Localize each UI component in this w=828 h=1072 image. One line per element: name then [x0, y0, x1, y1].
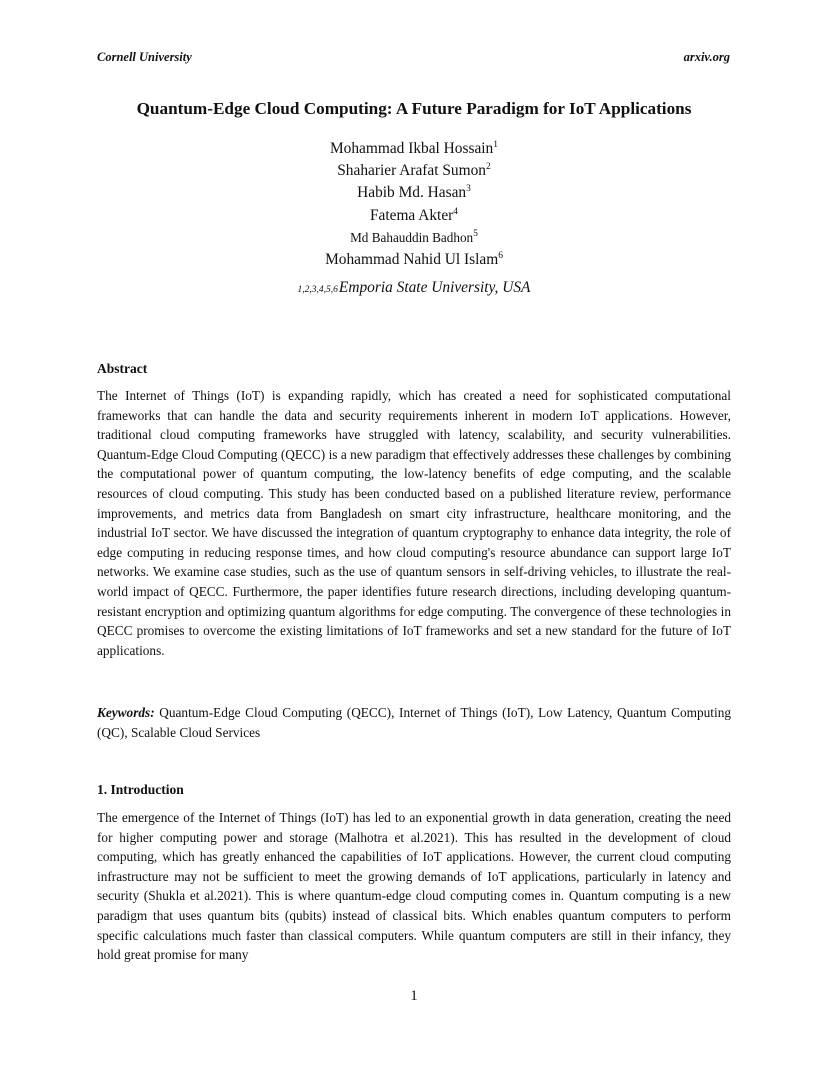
paper-title: Quantum-Edge Cloud Computing: A Future Paradigm for IoT Applications — [136, 99, 692, 118]
affiliation-numbers: 1,2,3,4,5,6 — [297, 285, 338, 295]
keywords-text: Quantum-Edge Cloud Computing (QECC), Internet of Things (IoT), Low Latency, Quantum Computing (QC), Scalable Cloud Services — [97, 705, 731, 740]
abstract-heading: Abstract — [97, 361, 148, 376]
author: Shaharier Arafat Sumon$^2$ — [337, 162, 491, 180]
keywords-label: Keywords: — [97, 705, 155, 720]
running-header-left: Cornell University — [97, 50, 192, 64]
introduction-text: The emergence of the Internet of Things (IoT) has led to an exponential growth in data generation, creating the need for higher computing power and storage (Malhotra et al.2021). This has resulted in the development of cloud computing, which has greatly enhanced the capabilities of IoT applications. However, the current cloud computing infrastructure may not be sufficient to meet the growing demands of IoT applications, particularly in latency and security (Shukla et al.2021). This is where quantum-edge cloud computing comes in. Quantum computing is a new paradigm that uses quantum bits (qubits) instead of classical bits. Which enables quantum computers to perform specific calculations much faster than classical computers. While quantum computers are still in their infancy, they hold great promise for many — [97, 810, 731, 963]
introduction-heading: 1. Introduction — [97, 782, 184, 797]
author: Md Bahauddin Badhon$^5$ — [350, 228, 478, 245]
author: Fatema Akter$^4$ — [369, 206, 459, 224]
affiliation-institution: Emporia State University, USA — [338, 279, 531, 296]
running-header-right: arxiv.org — [683, 50, 730, 64]
keywords — [97, 703, 731, 742]
author: Mohammad Ikbal Hossain$^1$ — [329, 140, 499, 157]
author: Habib Md. Hasan$^3$ — [357, 184, 471, 202]
abstract-text: The Internet of Things (IoT) is expanding rapidly, which has created a need for sophisticated computational frameworks that can handle the data and security requirements inherent in modern IoT applications. However, traditional cloud computing frameworks have struggled with latency, scalability, and security vulnerabilities. Quantum-Edge Cloud Computing (QECC) is a new paradigm that effectively addresses these challenges by combining the computational power of quantum computing, the low-latency benefits of edge computing, and the scalable resources of cloud computing. This study has been conducted based on a published literature review, performance improvements, and metrics data from Bangladesh on smart city infrastructure, healthcare monitoring, and the industrial IoT sector. We have discussed the integration of quantum cryptography to enhance data integrity, the role of edge computing in reducing response times, and how cloud computing's resource abundance can support large IoT networks. We examine case studies, such as the use of quantum sensors in self-driving vehicles, to illustrate the real-world impact of QECC. Furthermore, the paper identifies future research directions, including developing quantum-resistant encryption and optimizing quantum algorithms for edge computing. The convergence of these technologies in QECC promises to overcome the existing limitations of IoT frameworks and set a new standard for the future of IoT applications. — [97, 388, 731, 658]
author: Mohammad Nahid Ul Islam$^6$ — [325, 251, 503, 269]
affiliation — [0, 279, 828, 297]
page-number: 1 — [410, 988, 418, 1004]
author-list — [0, 138, 828, 271]
